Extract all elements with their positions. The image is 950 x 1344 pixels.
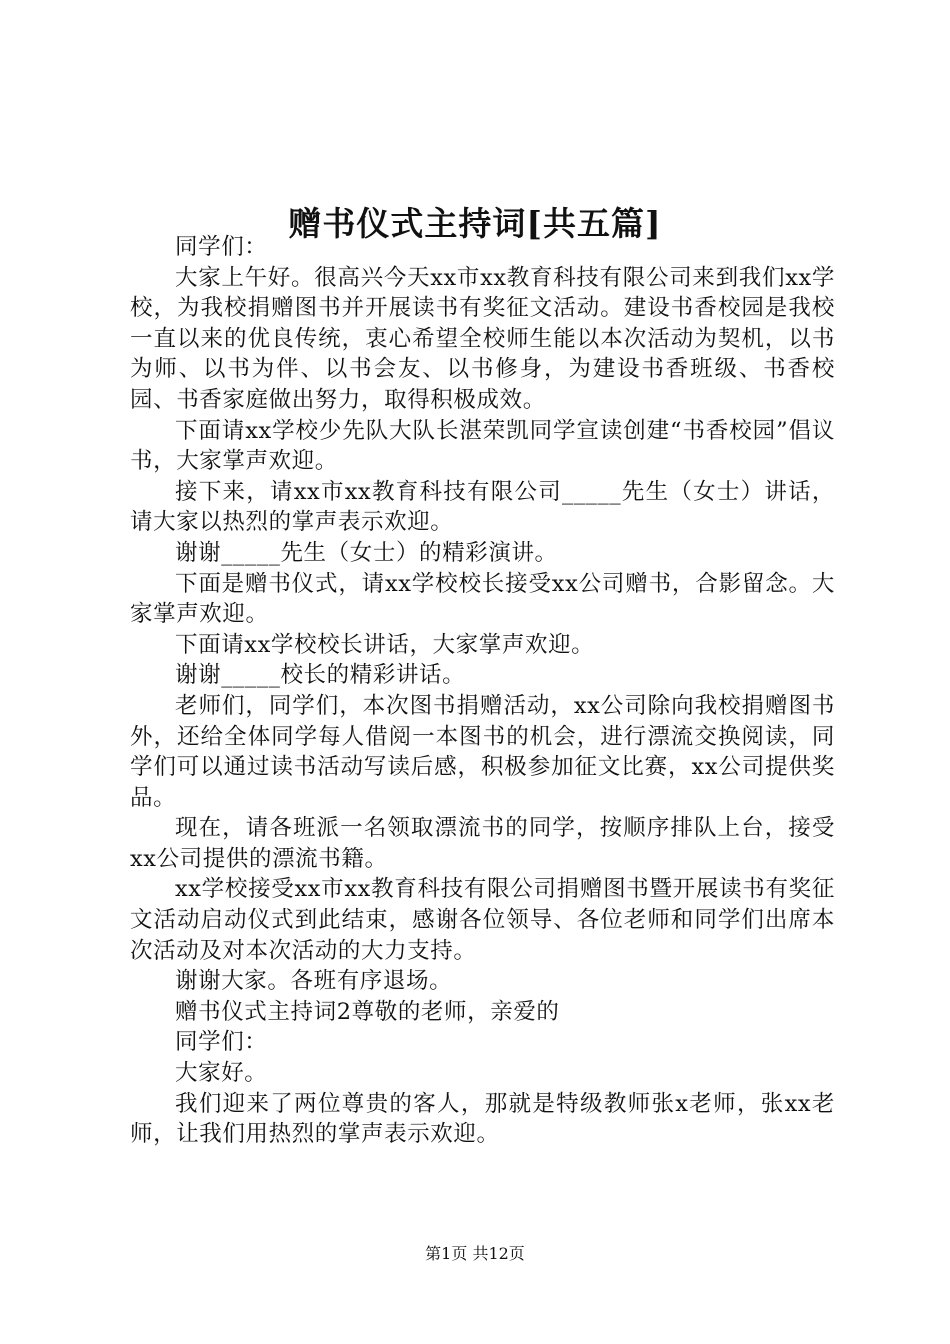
document-body [130, 232, 835, 1150]
page-footer: 第1页 共12页 [425, 1244, 525, 1263]
paragraph-greeting: 同学们： [175, 234, 268, 260]
document-title: 赠书仪式主持词[共五篇] [288, 204, 662, 244]
paragraph-closing: xx学校接受xx市xx教育科技有限公司捐赠图书暨开展读书有奖征文活动启动仪式到此结束，感谢各位领导、各位老师和同学们出席本次活动及对本次活动的大力支持。 [130, 876, 835, 964]
paragraph-greeting-2: 同学们： [175, 1029, 268, 1056]
paragraph-opening: 大家上午好。很高兴今天xx市xx教育科技有限公司来到我们xx学校，为我校捐赠图书并开展读书有奖征文活动。建设书香校园是我校一直以来的优良传统，衷心希望全校师生能以本次活动为契机，以书为师、以书为伴、以书会友、以书修身，为建设书香班级、书香校园、书香家庭做出努力，取得积极成效。 [130, 264, 835, 413]
paragraph-thanks-speech: 谢谢_____先生（女士）的精彩演讲。 [175, 539, 558, 566]
paragraph-ceremony: 下面是赠书仪式，请xx学校校长接受xx公司赠书，合影留念。大家掌声欢迎。 [130, 570, 835, 628]
paragraph-collect-books: 现在，请各班派一名领取漂流书的同学，按顺序排队上台，接受xx公司提供的漂流书籍。 [130, 815, 835, 872]
paragraph-proposal: 下面请xx学校少先队大队长湛荣凯同学宣读创建“书香校园”倡议书，大家掌声欢迎。 [130, 417, 835, 475]
paragraph-drift-reading: 老师们，同学们，本次图书捐赠活动，xx公司除向我校捐赠图书外，还给全体同学每人借阅一本图书的机会，进行漂流交换阅读，同学们可以通过读书活动写读后感，积极参加征文比赛，xx公司提供奖品。 [130, 692, 835, 811]
paragraph-second-heading: 赠书仪式主持词2尊敬的老师，亲爱的 [175, 998, 560, 1025]
paragraph-guests: 我们迎来了两位尊贵的客人，那就是特级教师张x老师，张xx老师，让我们用热烈的掌声表示欢迎。 [130, 1090, 835, 1148]
paragraph-principal-speech: 下面请xx学校校长讲话，大家掌声欢迎。 [175, 631, 595, 658]
paragraph-hello: 大家好。 [175, 1060, 268, 1087]
paragraph-company-speech: 接下来，请xx市xx教育科技有限公司_____先生（女士）讲话，请大家以热烈的掌声表示欢迎。 [130, 478, 835, 536]
paragraph-thanks-principal: 谢谢_____校长的精彩讲话。 [175, 662, 466, 689]
paragraph-dismiss: 谢谢大家。各班有序退场。 [175, 968, 453, 995]
